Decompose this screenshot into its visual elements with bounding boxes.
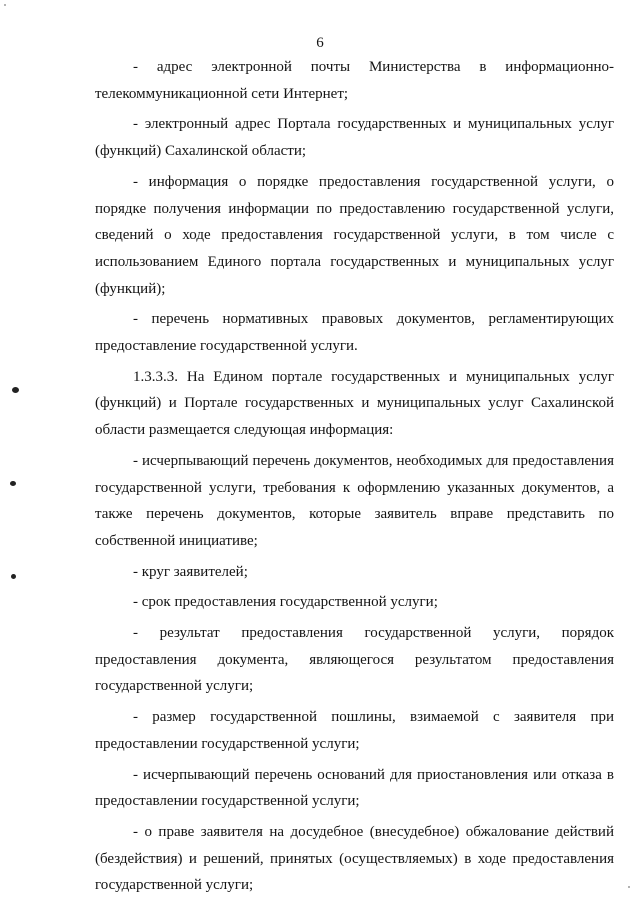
paragraph-legal-documents: - перечень нормативных правовых документов, регламентирующих предоставление государственной услуги. [95, 311, 614, 355]
paragraph-refusal-grounds: - исчерпывающий перечень оснований для приостановления или отказа в предоставлении государственной услуги; [95, 766, 614, 810]
hole-punch-mark [12, 387, 19, 393]
paragraph-portal-address: - электронный адрес Портала государственных и муниципальных услуг (функций) Сахалинской области; [95, 116, 614, 160]
paragraph-appeal-right: - о праве заявителя на досудебное (внесудебное) обжалование действий (бездействия) и решений, принятых (осуществляемых) в ходе предоставления государственной услуги; [95, 823, 614, 894]
paragraph-ministry-email: - адрес электронной почты Министерства в информационно-телекоммуникационной сети Интернет; [95, 59, 614, 102]
hole-punch-mark [10, 481, 16, 486]
paragraph-applicants: - круг заявителей; [133, 563, 248, 580]
scan-speck [4, 4, 6, 6]
hole-punch-mark [11, 574, 16, 579]
paragraph-documents-list: - исчерпывающий перечень документов, необходимых для предоставления государственной услуги, требования к оформлению указанных документов, а также перечень документов, которые заявитель вправе представить по собственной инициативе; [95, 452, 614, 549]
scan-speck [628, 886, 630, 888]
paragraph-service-result: - результат предоставления государственной услуги, порядок предоставления документа, являющегося результатом предоставления государственной услуги; [95, 625, 614, 695]
document-body [95, 54, 614, 903]
paragraph-state-fee: - размер государственной пошлины, взимаемой с заявителя при предоставлении государственной услуги; [95, 709, 614, 752]
page-number: 6 [316, 35, 324, 51]
paragraph-service-info: - информация о порядке предоставления государственной услуги, о порядке получения информации по предоставлению государственной услуги, сведений о ходе предоставления государственной услуги, в том числе с использованием Единого портала государственных и муниципальных услуг (функций); [95, 173, 614, 297]
paragraph-service-term: - срок предоставления государственной услуги; [133, 594, 438, 611]
paragraph-section-1-3-3-3: 1.3.3.3. На Едином портале государственных и муниципальных услуг (функций) и Портале государственных и муниципальных услуг Сахалинской области размещается следующая информация: [95, 368, 614, 439]
